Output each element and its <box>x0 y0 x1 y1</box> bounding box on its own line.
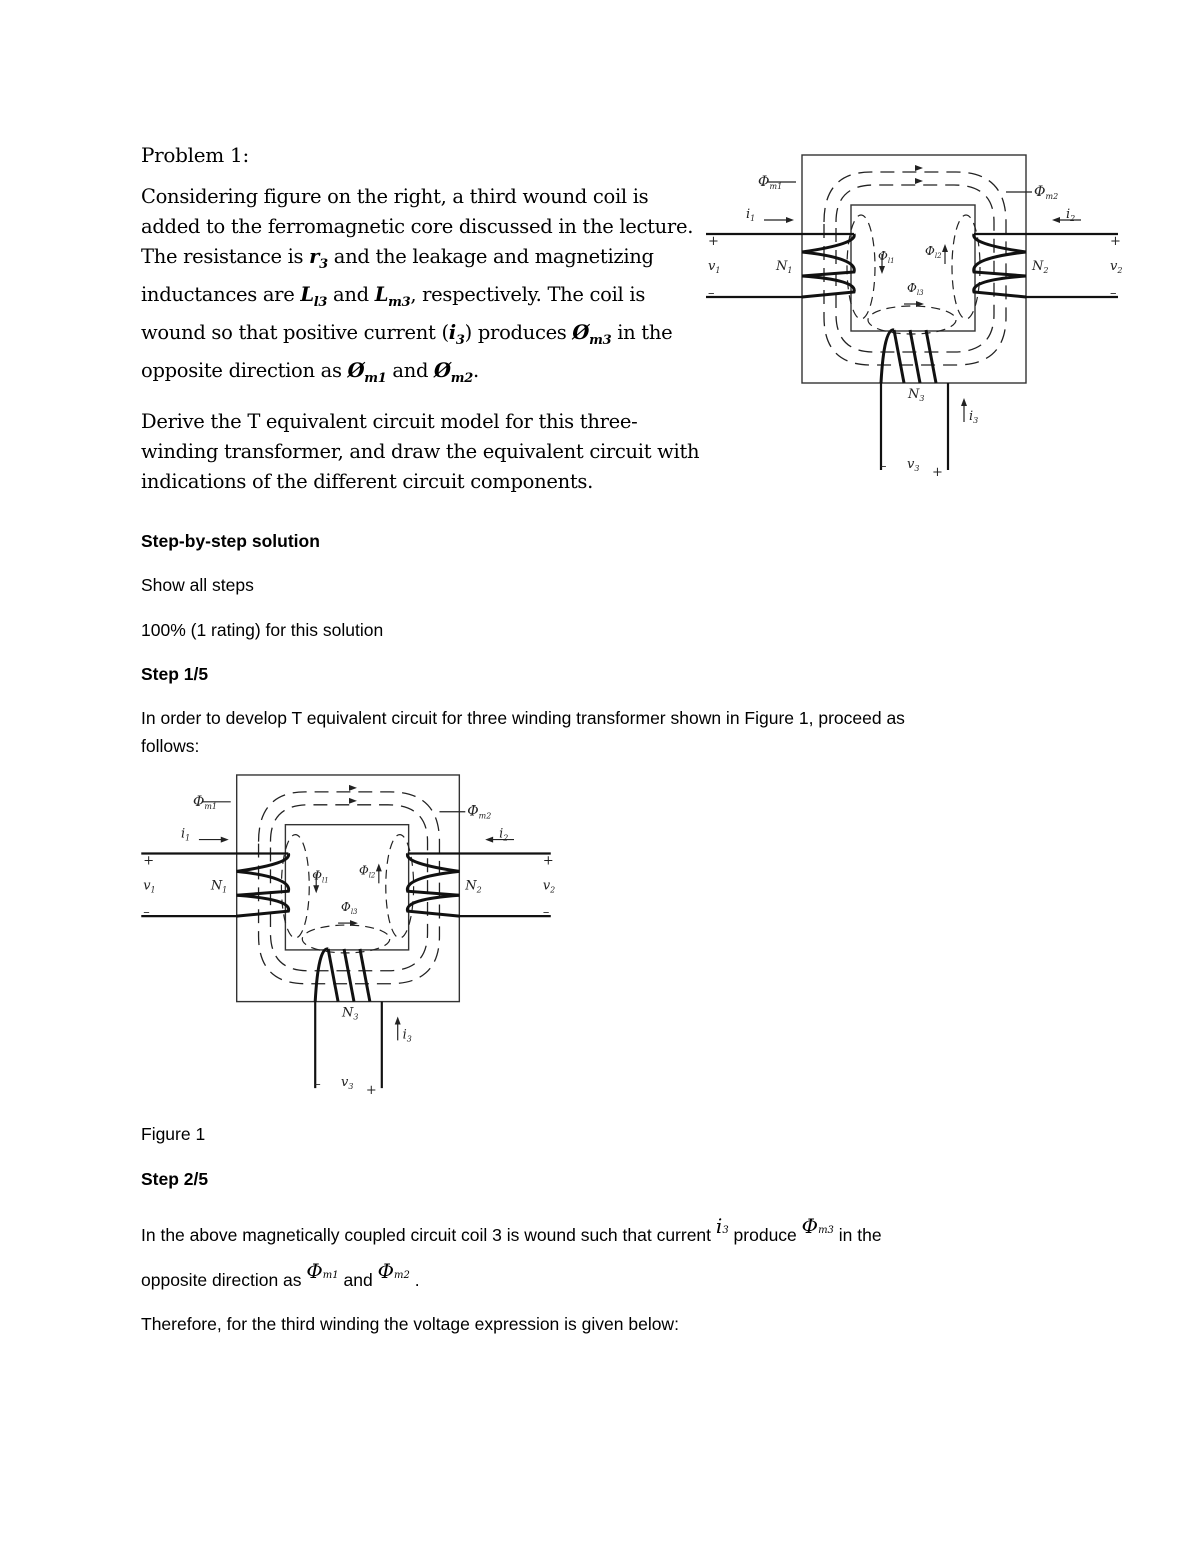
problem-paragraph-2: Derive the T equivalent circuit model for this three-winding transformer, and draw the equivalent circuit with indications of the different circuit components. <box>141 409 700 493</box>
svg-text:+: + <box>708 234 719 249</box>
svg-text:Φl2: $\Phi_{l2}$ <box>925 244 942 260</box>
problem-paragraph-1: Considering figure on the right, a third wound coil is added to the ferromagnetic core discussed in the lecture. The resistance is $r_3$ and the leakage and magnetizing inductances are $L_{l3}$ and $L_{m3}$, respectively. The coil is wound so that positive current $(i_3)$ produces $Ø_{m3}$ in the opposite direction as $Ø_{m1}$ and $Ø_{m2}$. <box>141 185 694 386</box>
svg-text:v3: $v_3$ <box>907 457 920 473</box>
svg-text:N1: $N_1$ <box>776 259 793 275</box>
svg-text:Φl3: $\Phi_{l3}$ <box>341 900 358 917</box>
transformer-diagram-figure-1 <box>140 772 560 1100</box>
svg-text:N2: $N_2$ <box>465 878 482 895</box>
core-window <box>285 825 408 950</box>
step-2-text-line-2: opposite direction as Φm1 and Φm2 . <box>141 1259 420 1290</box>
svg-text:–: – <box>143 905 150 921</box>
svg-text:–: – <box>1110 286 1117 301</box>
svg-text:Φm2: $\Phi_{m2}$ <box>467 803 492 821</box>
step-1-text-line-1: In order to develop T equivalent circuit for three winding transformer shown in Figure 1, proceed as <box>141 708 905 728</box>
svg-text:Φm1: $\Phi_{m1}$ <box>758 174 783 191</box>
transformer-figure-1 <box>140 772 560 1105</box>
svg-text:N2: $N_2$ <box>1032 259 1049 275</box>
figure-caption: Figure 1 <box>141 1124 206 1144</box>
problem-title: Problem 1: <box>141 143 249 167</box>
svg-text:v2: $v_2$ <box>1110 259 1123 275</box>
svg-text:v1: $v_1$ <box>708 259 721 275</box>
svg-text:i3: $i_3$ <box>402 1027 412 1044</box>
step-1-text-line-2: follows: <box>141 736 200 756</box>
svg-text:i2: $i_2$ <box>1066 207 1076 223</box>
problem-statement <box>141 140 701 510</box>
svg-text:i2: $i_2$ <box>499 826 509 843</box>
step-1-title: Step 1/5 <box>141 664 209 684</box>
step-2-text-line-1: In the above magnetically coupled circuit coil 3 is wound such that current i3 produce Φm3 in the <box>141 1214 882 1245</box>
svg-text:–: – <box>880 459 887 474</box>
step-2-text-line-3: Therefore, for the third winding the voltage expression is given below: <box>141 1314 679 1334</box>
svg-text:–: – <box>542 905 550 921</box>
solution-rating: 100% (1 rating) for this solution <box>141 620 384 640</box>
svg-text:i1: $i_1$ <box>746 207 756 223</box>
phi-m2-symbol: Φm2 <box>377 1259 410 1283</box>
svg-text:v2: $v_2$ <box>542 878 556 895</box>
svg-text:Φm1: $\Phi_{m1}$ <box>192 793 217 811</box>
svg-text:+: + <box>542 853 554 869</box>
step-2-title: Step 2/5 <box>141 1169 209 1189</box>
svg-text:+: + <box>365 1083 377 1099</box>
svg-text:i1: $i_1$ <box>181 826 191 843</box>
svg-text:N3: $N_3$ <box>342 1005 359 1022</box>
svg-text:+: + <box>143 853 155 869</box>
svg-text:+: + <box>932 465 943 480</box>
i3-symbol: i3 <box>715 1214 729 1238</box>
transformer-diagram <box>706 152 1126 482</box>
phi-m1-symbol: Φm1 <box>306 1259 339 1283</box>
svg-text:N3: $N_3$ <box>908 387 925 403</box>
svg-text:Φl1: $\Phi_{l1}$ <box>312 868 329 885</box>
phi-m3-symbol: Φm3 <box>801 1214 834 1238</box>
transformer-figure-problem <box>706 152 1126 487</box>
svg-text:Φl3: $\Phi_{l3}$ <box>907 281 924 297</box>
svg-text:i3: $i_3$ <box>969 409 979 425</box>
svg-text:v3: $v_3$ <box>341 1075 354 1092</box>
svg-text:Φl1: $\Phi_{l1}$ <box>878 249 895 265</box>
svg-text:–: – <box>314 1077 321 1093</box>
svg-text:Φl2: $\Phi_{l2}$ <box>358 863 376 880</box>
solution-heading: Step-by-step solution <box>141 531 320 551</box>
svg-text:v1: $v_1$ <box>143 878 156 895</box>
core-window <box>851 205 975 331</box>
show-all-steps[interactable]: Show all steps <box>141 575 254 595</box>
svg-text:N1: $N_1$ <box>210 878 228 895</box>
svg-text:–: – <box>708 286 715 301</box>
svg-text:+: + <box>1110 234 1121 249</box>
svg-text:Φm2: $\Phi_{m2}$ <box>1034 184 1059 201</box>
